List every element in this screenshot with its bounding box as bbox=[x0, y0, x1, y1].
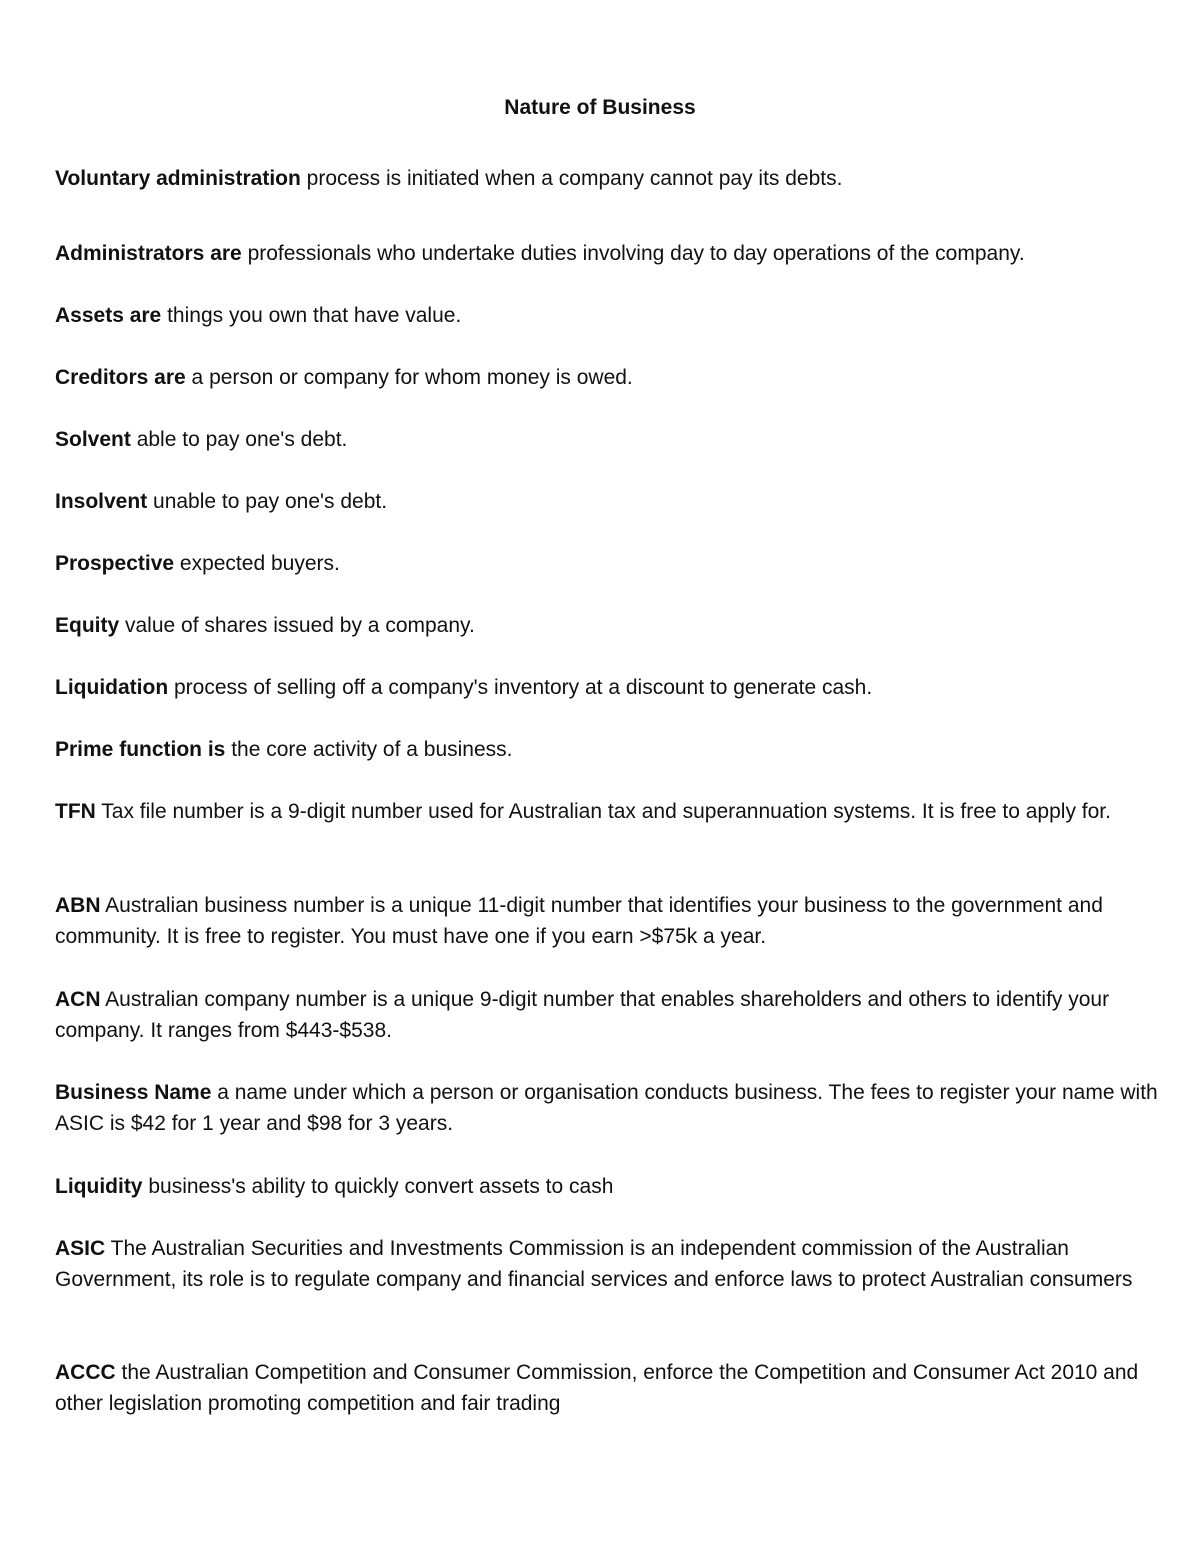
entry-liquidity bbox=[55, 1171, 1160, 1202]
entry-term: ASIC bbox=[55, 1237, 106, 1260]
entry-term: Liquidation bbox=[55, 676, 169, 699]
entry-term: Prime function is bbox=[55, 738, 226, 761]
entry-term: ACN bbox=[55, 988, 101, 1011]
entry-term: Insolvent bbox=[55, 490, 148, 513]
entry-definition: the core activity of a business. bbox=[225, 738, 513, 761]
entry-definition: Australian business number is a unique 11-digit number that identifies your business to the government and community. It is free to register. You must have one if you earn >$75k a year. bbox=[55, 894, 1103, 948]
entry-voluntary-administration bbox=[55, 163, 1160, 194]
entry-term: Assets are bbox=[55, 304, 162, 327]
entry-term: Creditors are bbox=[55, 366, 186, 389]
entry-term: TFN bbox=[55, 800, 96, 823]
entry-asic bbox=[55, 1233, 1160, 1295]
entry-definition: professionals who undertake duties involving day to day operations of the company. bbox=[241, 242, 1025, 265]
entry-term: Administrators are bbox=[55, 242, 242, 265]
entry-abn bbox=[55, 890, 1160, 952]
entry-definition: things you own that have value. bbox=[161, 304, 462, 327]
entry-term: Business Name bbox=[55, 1081, 212, 1104]
entry-assets bbox=[55, 300, 1160, 331]
entry-prime-function bbox=[55, 734, 1160, 765]
entry-term: ABN bbox=[55, 894, 101, 917]
entry-insolvent bbox=[55, 486, 1160, 517]
entry-administrators bbox=[55, 238, 1160, 269]
entry-accc bbox=[55, 1357, 1160, 1419]
entry-definition: unable to pay one's debt. bbox=[147, 490, 388, 513]
entry-acn bbox=[55, 984, 1160, 1046]
entry-prospective bbox=[55, 548, 1160, 579]
entry-term: Solvent bbox=[55, 428, 131, 451]
entry-business-name bbox=[55, 1077, 1160, 1139]
entry-term: Prospective bbox=[55, 552, 175, 575]
entry-definition: business's ability to quickly convert assets to cash bbox=[142, 1175, 614, 1198]
entry-definition: process of selling off a company's inventory at a discount to generate cash. bbox=[168, 676, 873, 699]
entry-term: Voluntary administration bbox=[55, 167, 301, 190]
entry-definition: the Australian Competition and Consumer Commission, enforce the Competition and Consumer Act 2010 and other legislation promoting competition and fair trading bbox=[55, 1361, 1139, 1415]
page-title: Nature of Business bbox=[504, 96, 696, 119]
entry-definition: able to pay one's debt. bbox=[130, 428, 348, 451]
entry-definition: Tax file number is a 9-digit number used for Australian tax and superannuation systems. It is free to apply for. bbox=[95, 800, 1111, 823]
entry-term: Liquidity bbox=[55, 1175, 143, 1198]
entry-equity bbox=[55, 610, 1160, 641]
entry-definition: a person or company for whom money is owed. bbox=[185, 366, 633, 389]
entry-definition: expected buyers. bbox=[174, 552, 340, 575]
entry-definition: a name under which a person or organisation conducts business. The fees to register your name with ASIC is $42 for 1 year and $98 for 3 years. bbox=[55, 1081, 1158, 1135]
entry-term: ACCC bbox=[55, 1361, 116, 1384]
entry-liquidation bbox=[55, 672, 1160, 703]
entry-term: Equity bbox=[55, 614, 120, 637]
entry-creditors bbox=[55, 362, 1160, 393]
entry-definition: Australian company number is a unique 9-digit number that enables shareholders and others to identify your company. It ranges from $443-$538. bbox=[55, 988, 1110, 1042]
entry-definition: The Australian Securities and Investments Commission is an independent commission of the Australian Government, its role is to regulate company and financial services and enforce laws to protect Australian consumers bbox=[55, 1237, 1133, 1291]
entry-definition: process is initiated when a company cannot pay its debts. bbox=[300, 167, 843, 190]
entry-tfn bbox=[55, 796, 1160, 827]
entry-solvent bbox=[55, 424, 1160, 455]
entry-definition: value of shares issued by a company. bbox=[119, 614, 475, 637]
